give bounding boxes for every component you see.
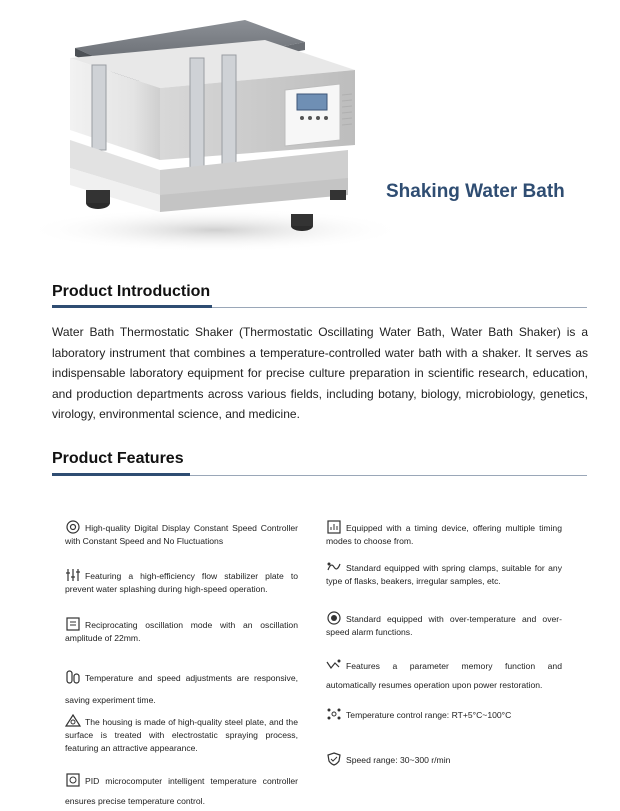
spring-clamp-icon <box>326 560 342 574</box>
features-section <box>52 450 587 468</box>
intro-section <box>52 283 587 301</box>
feature-left-5: The housing is made of high-quality steel plate, and the surface is treated with electrostatic spraying process, featuring an attractive appearance. <box>65 714 298 755</box>
feature-left-4: Temperature and speed adjustments are responsive, saving experiment time. <box>65 667 298 711</box>
features-rule-accent <box>52 473 190 476</box>
adjustment-icon <box>65 670 81 684</box>
feature-right-2: Standard equipped with spring clamps, suitable for any type of flasks, beakers, irregular samples, etc. <box>326 560 562 588</box>
feature-right-5: Temperature control range: RT+5°C~100°C <box>326 707 562 722</box>
housing-icon <box>65 714 81 728</box>
feature-right-3: Standard equipped with over-temperature and over-speed alarm functions. <box>326 611 562 639</box>
intro-body: Water Bath Thermostatic Shaker (Thermostatic Oscillating Water Bath, Water Bath Shaker) is a laboratory instrument that combines a temperature-controlled water bath with a shaker. It serves as indispensable laboratory equipment for precise culture preparation in scientific research, education, and production departments across various fields, including botany, biology, microbiology, genetics, virology, environmental science, and medicine. <box>52 325 588 421</box>
speed-control-icon <box>65 520 81 534</box>
feature-right-1: Equipped with a timing device, offering multiple timing modes to choose from. <box>326 520 562 548</box>
intro-rule-accent <box>52 305 212 308</box>
memory-icon <box>326 658 342 672</box>
water-bath-illustration <box>0 0 620 265</box>
speed-range-icon <box>326 752 342 766</box>
feature-right-6: Speed range: 30~300 r/min <box>326 752 562 767</box>
features-heading: Product Features <box>52 450 184 467</box>
feature-left-1: High-quality Digital Display Constant Speed Controller with Constant Speed and No Fluctuations <box>65 520 298 548</box>
intro-heading: Product Introduction <box>52 283 211 300</box>
feature-right-4: Features a parameter memory function and automatically resumes operation upon power restoration. <box>326 657 562 695</box>
temperature-range-icon <box>326 707 342 721</box>
product-title: Shaking Water Bath <box>386 181 565 202</box>
pid-controller-icon <box>65 773 81 787</box>
flow-stabilizer-icon <box>65 568 81 582</box>
feature-left-2: Featuring a high-efficiency flow stabilizer plate to prevent water splashing during high-speed operation. <box>65 568 298 596</box>
timer-icon <box>326 520 342 534</box>
product-image <box>0 0 620 265</box>
alarm-icon <box>326 611 342 625</box>
feature-left-6: PID microcomputer intelligent temperature controller ensures precise temperature control. <box>65 771 298 811</box>
feature-left-3: Reciprocating oscillation mode with an oscillation amplitude of 22mm. <box>65 617 298 645</box>
oscillation-mode-icon <box>65 617 81 631</box>
